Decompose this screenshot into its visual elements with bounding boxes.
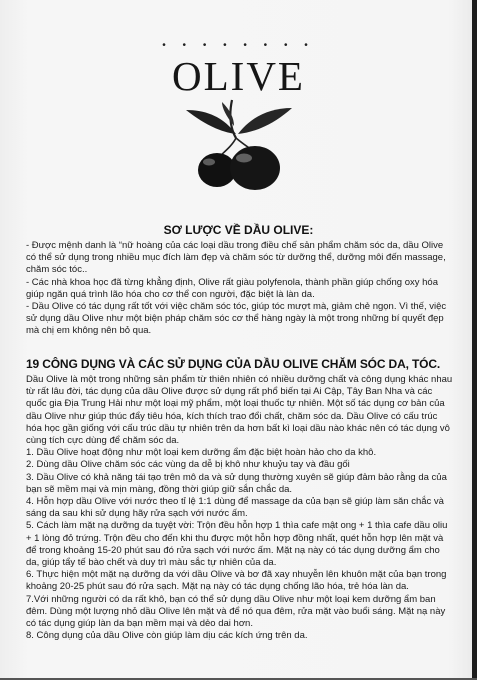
olive-branch-illustration [0, 98, 477, 198]
overview-paragraph: - Được mệnh danh là “nữ hoàng của các loại dầu trong điều chế sản phẩm chăm sóc da, dầu Olive có thể sử dụng trong nhiều mục đích làm đẹp và chăm sóc từ dưỡng thể, dưỡng môi đến massage, chăm sóc tóc.. [26, 240, 446, 276]
decorative-dots: • • • • • • • • [162, 40, 315, 51]
uses-list-item: 5. Cách làm mặt nạ dưỡng da tuyệt vời: Trộn đều hỗn hợp 1 thìa cafe mật ong + 1 thìa cafe dầu oliu + 1 lòng đỏ trứng. Trộn đều cho đến khi thu được một hỗn hợp đồng nhất, quét hỗn hợp lên mặt và để trong khoảng 15-20 phút sau đó rửa sạch với nước ấm. Mặt nạ này có tác dụng dưỡng ẩm cho da, giúp tẩy tế bào chết và duy trì màu sắc tự nhiên của da. [26, 520, 448, 569]
uses-list-item: 2. Dùng dầu Olive chăm sóc các vùng da dễ bị khô như khuỷu tay và đầu gối [26, 459, 350, 471]
section-title-uses: 19 CÔNG DỤNG VÀ CÁC SỬ DỤNG CỦA DẦU OLIVE CHĂM SÓC DA, TÓC. [26, 357, 441, 371]
uses-list-item: 1. Dầu Olive hoạt động như một loại kem dưỡng ẩm đặc biệt hoàn hảo cho da khô. [26, 447, 377, 459]
uses-list-item: 8. Công dụng của dầu Olive còn giúp làm dịu các kích ứng trên da. [26, 630, 308, 642]
overview-text-block [26, 240, 454, 338]
uses-list-item: 4. Hỗn hợp dầu Olive với nước theo tỉ lệ 1:1 dùng để massage da của bạn sẽ giúp làm săn chắc và sáng da sau khi sử dụng hãy rửa sạch với nước ấm. [26, 496, 444, 520]
uses-list-item: 3. Dầu Olive có khả năng tái tạo trên mô da và sử dụng thường xuyên sẽ giúp đảm bảo rằng da của bạn sẽ mềm mại và mịn màng, đồng thời giúp giữ sắn chắc da. [26, 471, 447, 495]
overview-paragraph: - Dầu Olive có tác dụng rất tốt với việc chăm sóc tóc, giúp tóc mượt mà, giảm chẻ ngọn. Vì thế, việc sử dụng dầu Olive như một biện pháp chăm sóc cơ thể hàng ngày là một trong những bí quyết đẹp mà chị em không nên bỏ qua. [26, 301, 447, 337]
logo-title: OLIVE [172, 53, 305, 99]
section-title-overview: SƠ LƯỢC VỀ DẦU OLIVE: [163, 223, 314, 237]
uses-intro-paragraph: Dầu Olive là một trong những sản phẩm từ thiên nhiên có nhiều dưỡng chất và công dụng khác nhau từ rất lâu đời, tác dụng của dầu Olive được sử dụng rất phổ biến tại Ai Cập, Tây Ban Nha và các quốc gia Địa Trung Hải như một loại mỹ phẩm, một loại thuốc tự nhiên. Một số tác dụng cơ bản của dầu Olive như giúp thúc đẩy tiêu hóa, kích thích trao đổi chất, chăm sóc da. Dầu Olive có cấu trúc hóa học gần giống với cấu trúc dầu tự nhiên trên da hơn bất kì loại dầu nào khác nên có tác dụng vô cùng tích cực dùng để chăm sóc da. [26, 374, 453, 447]
uses-list-item: 7.Với những người có da rất khô, bạn có thể sử dụng dầu Olive như một loại kem dưỡng ẩm ban đêm. Dùng một lượng nhỏ dầu Olive lên mặt và để nó qua đêm, rửa mặt vào buổi sáng. Mặt nạ này có tác dụng giúp làn da bạn mềm mại và dẻo dai hơn. [26, 593, 446, 630]
overview-paragraph: - Các nhà khoa học đã từng khẳng định, Olive rất giàu polyfenola, thành phần giúp chống oxy hóa giúp ngăn quá trình lão hóa cho cơ thể con người, đặc biệt là làn da. [26, 276, 438, 300]
uses-list-item: 6. Thực hiện một mặt nạ dưỡng da với dầu Olive và bơ đã xay nhuyễn lên khuôn mặt của bạn trong khoảng 20-25 phút sau đó rửa sạch. Mặt nạ này có tác dụng chống lão hóa, trẻ hóa làn da. [26, 569, 447, 593]
uses-text-block [26, 374, 454, 642]
